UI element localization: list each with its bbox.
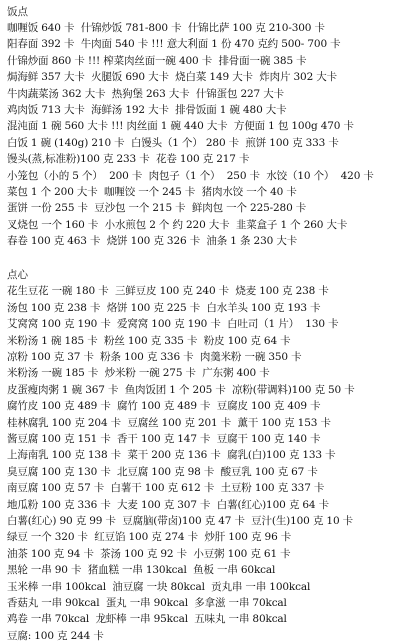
- section-title-snacks: 点心: [7, 269, 28, 282]
- calorie-document: [7, 4, 397, 644]
- text-line: 叉烧包 一个 160 卡 小水煎包 2 个 约 220 大卡 韭菜盒子 1 个 260 大卡: [7, 218, 348, 231]
- section-snacks: [7, 267, 397, 644]
- text-line: 白饭 1 碗 (140g) 210 卡 白馒头（1 个） 280 卡 煎饼 100 克 333 卡: [7, 136, 339, 149]
- text-line: 鸡卷 一串 70kcal 龙虾棒 一串 95kcal 五味丸 一串 80kcal: [7, 613, 287, 626]
- text-line: 桂林腐乳 100 克 204 卡 豆腐丝 100 克 201 卡 薰干 100 克 153 卡: [7, 416, 331, 429]
- text-line: 凉粉 100 克 37 卡 粉条 100 克 336 卡 肉羹米粉 一碗 350 卡: [7, 351, 302, 364]
- text-line: 混沌面 1 碗 560 大卡 !!! 肉丝面 1 碗 440 大卡 方便面 1 包 100g 470 卡: [7, 120, 354, 133]
- text-line: 什锦炒面 860 卡 !!! 榨菜肉丝面一碗 400 卡 排骨面一碗 385 卡: [7, 54, 307, 67]
- text-line: 焗海鲜 357 大卡 火腿饭 690 大卡 烧白菜 149 大卡 炸肉片 302 大卡: [7, 71, 337, 84]
- text-line: 菜包 1 个 200 大卡 咖喱饺 一个 245 卡 猪肉水饺 一个 40 卡: [7, 185, 297, 198]
- text-line: 油茶 100 克 94 卡 茶汤 100 克 92 卡 小豆粥 100 克 61 卡: [7, 547, 291, 560]
- text-line: 白薯(红心) 90 克 99 卡 豆腐脑(带卤)100 克 47 卡 豆汁(生)100 克 10 卡: [7, 514, 354, 527]
- text-line: 绿豆 一个 320 卡 红豆馅 100 克 274 卡 炒肝 100 克 96 卡: [7, 531, 292, 544]
- text-line: 黑轮 一串 90 卡 猪血糕 一串 130kcal 鱼板 一串 60kcal: [7, 564, 276, 577]
- text-line: 南豆腐 100 克 57 卡 白薯干 100 克 612 卡 土豆粉 100 克 337 卡: [7, 482, 325, 495]
- text-line: 阳春面 392 卡 牛肉面 540 卡 !!! 意大利面 1 份 470 克约 500- 700 卡: [7, 38, 341, 51]
- section-meals: [7, 4, 397, 249]
- section-divider: [7, 249, 397, 267]
- text-line: 汤包 100 克 238 卡 烙饼 100 克 225 卡 白水羊头 100 克 193 卡: [7, 301, 321, 314]
- text-line: 牛肉蔬菜汤 362 大卡 热狗堡 263 大卡 什锦蛋包 227 大卡: [7, 87, 284, 100]
- text-line: 蛋饼 一份 255 卡 豆沙包 一个 215 卡 鲜肉包 一个 225-280 卡: [7, 202, 307, 215]
- text-line: 香菇丸 一串 90kcal 蛋丸 一串 90kcal 多拿滋 一串 70kcal: [7, 596, 287, 609]
- text-line: 小笼包（小的 5 个） 200 卡 肉包子（1 个） 250 卡 水饺（10 个） 420 卡: [7, 169, 374, 182]
- text-line: 豆腐: 100 克 244 卡: [7, 629, 104, 642]
- text-line: 上海南乳 100 克 138 卡 菜干 200 克 136 卡 腐乳(白)100 克 133 卡: [7, 449, 336, 462]
- text-line: 咖喱饭 640 卡 什锦炒饭 781-800 卡 什锦比萨 100 克 210-300 卡: [7, 22, 325, 34]
- text-line: 地瓜粉 100 克 336 卡 大麦 100 克 307 卡 白薯(红心)100 克 64 卡: [7, 498, 329, 511]
- text-line: 米粉汤 1 碗 185 卡 粉丝 100 克 335 卡 粉皮 100 克 64 卡: [7, 334, 291, 347]
- text-line: 酱豆腐 100 克 151 卡 香干 100 克 147 卡 豆腐干 100 克 140 卡: [7, 432, 321, 445]
- text-line: 艾窝窝 100 克 190 卡 爱窝窝 100 克 190 卡 白吐司（1 片） 130 卡: [7, 318, 339, 331]
- text-line: 臭豆腐 100 克 130 卡 北豆腐 100 克 98 卡 酸豆乳 100 克 67 卡: [7, 465, 318, 478]
- text-line: 玉米棒 一串 100kcal 油豆腐 一块 80kcal 贡丸串 一串 100kcal: [7, 580, 311, 593]
- text-line: 花生豆花 一碗 180 卡 三鲜豆皮 100 克 240 卡 烧麦 100 克 238 卡: [7, 285, 329, 298]
- text-line: 米粉汤 一碗 185 卡 炒米粉 一碗 275 卡 广东粥 400 卡: [7, 367, 270, 380]
- text-line: 腐竹皮 100 克 489 卡 腐竹 100 克 489 卡 豆腐皮 100 克 409 卡: [7, 400, 321, 413]
- text-line: 鸡肉饭 713 大卡 海鲜汤 192 大卡 排骨饭面 1 碗 480 大卡: [7, 103, 287, 116]
- text-line: 馒头(蒸,标准粉)100 克 233 卡 花卷 100 克 217 卡: [7, 153, 250, 166]
- section-title-meals: 饭点: [7, 6, 28, 18]
- text-line: 春卷 100 克 463 卡 烧饼 100 克 326 卡 油条 1 条 230 大卡: [7, 235, 298, 248]
- text-line: 皮蛋瘦肉粥 1 碗 367 卡 鱼肉饭团 1 个 205 卡 凉粉(带调料)100 克 50 卡: [7, 383, 355, 396]
